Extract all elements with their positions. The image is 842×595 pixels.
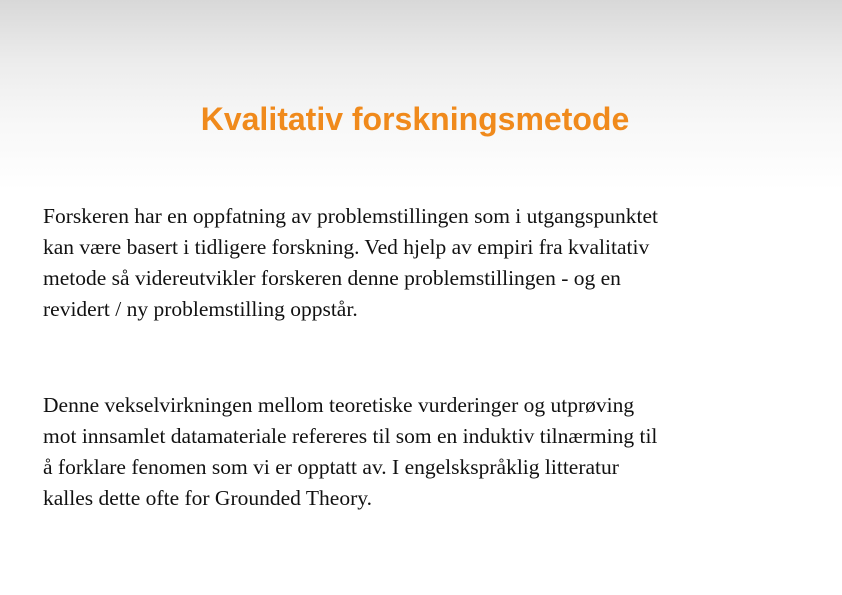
paragraph-problem-statement xyxy=(43,201,813,325)
paragraph-line: kan være basert i tidligere forskning. Ved hjelp av empiri fra kvalitativ xyxy=(43,235,650,259)
paragraph-line: mot innsamlet datamateriale refereres til som en induktiv tilnærming til xyxy=(43,424,658,448)
paragraph-line: Forskeren har en oppfatning av problemstillingen som i utgangspunktet xyxy=(43,204,659,228)
slide-title: Kvalitativ forskningsmetode xyxy=(200,101,630,137)
paragraph-line: Denne vekselvirkningen mellom teoretiske vurderinger og utprøving xyxy=(43,393,635,417)
paragraph-line: metode så videreutvikler forskeren denne problemstillingen - og en xyxy=(43,266,621,290)
paragraph-line: kalles dette ofte for Grounded Theory. xyxy=(43,486,372,510)
paragraph-line: revidert / ny problemstilling oppstår. xyxy=(43,297,358,321)
paragraph-grounded-theory xyxy=(43,390,813,514)
paragraph-line: å forklare fenomen som vi er opptatt av. I engelskspråklig litteratur xyxy=(43,455,619,479)
